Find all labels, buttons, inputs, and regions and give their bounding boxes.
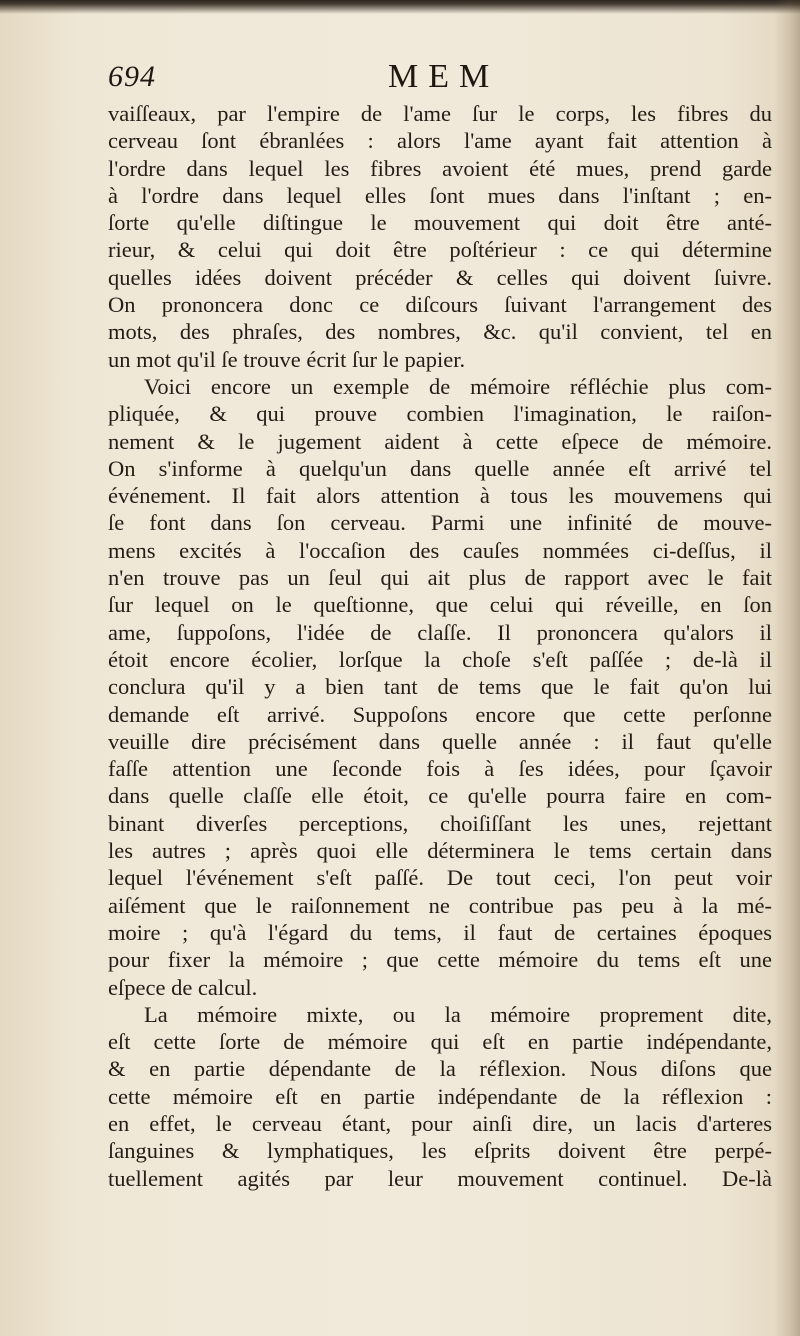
text-line: ſur lequel on le queſtionne, que celui qui réveille, en ſon xyxy=(108,592,772,618)
text-line: ſe font dans ſon cerveau. Parmi une infinité de mouve- xyxy=(108,510,772,536)
text-line: eſpece de calcul. xyxy=(108,974,258,1000)
text-line: quelles idées doivent précéder & celles qui doivent ſuivre. xyxy=(108,264,772,290)
text-line: dans quelle claſſe elle étoit, ce qu'elle pourra faire en com- xyxy=(108,783,772,809)
text-line: tuellement agités par leur mouvement continuel. De-là xyxy=(108,1165,772,1191)
page-right-edge xyxy=(774,0,800,1336)
text-line: binant diverſes perceptions, choiſiſſant les unes, rejettant xyxy=(108,810,772,836)
text-line: nement & le jugement aident à cette eſpece de mémoire. xyxy=(108,428,772,454)
text-line: événement. Il fait alors attention à tous les mouvemens qui xyxy=(108,483,772,509)
text-line: pliquée, & qui prouve combien l'imagination, le raiſon- xyxy=(108,401,772,427)
text-line: ſanguines & lymphatiques, les eſprits doivent être perpé- xyxy=(108,1138,772,1164)
text-line: eſt cette ſorte de mémoire qui eſt en partie indépendante, xyxy=(108,1029,772,1055)
running-head: MEM xyxy=(388,58,500,95)
page-number: 694 xyxy=(108,60,156,93)
text-line: mens excités à l'occaſion des cauſes nommées ci-deſſus, il xyxy=(108,537,772,563)
text-line: demande eſt arrivé. Suppoſons encore que cette perſonne xyxy=(108,701,772,727)
text-line: ſorte qu'elle diſtingue le mouvement qui doit être anté- xyxy=(108,210,772,236)
text-line: veuille dire précisément dans quelle année : il faut qu'elle xyxy=(108,728,772,754)
text-line: en effet, le cerveau étant, pour ainſi dire, un lacis d'arteres xyxy=(108,1110,772,1136)
text-line: rieur, & celui qui doit être poſtérieur : ce qui détermine xyxy=(108,237,772,263)
text-line: cerveau ſont ébranlées : alors l'ame ayant fait attention à xyxy=(108,128,772,154)
text-line: On s'informe à quelqu'un dans quelle année eſt arrivé tel xyxy=(108,455,772,481)
text-line: On prononcera donc ce diſcours ſuivant l'arrangement des xyxy=(108,292,772,318)
text-line: moire ; qu'à l'égard du tems, il faut de certaines époques xyxy=(108,919,772,945)
text-line: un mot qu'il ſe trouve écrit ſur le papier. xyxy=(108,346,466,372)
text-line: cette mémoire eſt en partie indépendante de la réflexion : xyxy=(108,1083,772,1109)
text-line: aiſément que le raiſonnement ne contribue pas peu à la mé- xyxy=(108,892,772,918)
text-line: étoit encore écolier, lorſque la choſe s'eſt paſſée ; de-là il xyxy=(108,646,772,672)
text-line: conclura qu'il y a bien tant de tems que le fait qu'on lui xyxy=(108,674,772,700)
text-line: La mémoire mixte, ou la mémoire proprement dite, xyxy=(144,1001,772,1027)
text-line: pour fixer la mémoire ; que cette mémoire du tems eſt une xyxy=(108,947,772,973)
text-line: ame, ſuppoſons, l'idée de claſſe. Il prononcera qu'alors il xyxy=(108,619,772,645)
text-line: & en partie dépendante de la réflexion. Nous diſons que xyxy=(108,1056,772,1082)
text-line: n'en trouve pas un ſeul qui ait plus de rapport avec le fait xyxy=(108,565,772,591)
text-line: à l'ordre dans lequel elles ſont mues dans l'inſtant ; en- xyxy=(108,182,772,208)
text-line: mots, des phraſes, des nombres, &c. qu'il convient, tel en xyxy=(108,319,772,345)
text-line: vaiſſeaux, par l'empire de l'ame ſur le corps, les fibres du xyxy=(108,101,772,126)
text-line: faſſe attention une ſeconde fois à ſes idées, pour ſçavoir xyxy=(108,756,772,782)
text-body xyxy=(108,100,772,1192)
text-line: lequel l'événement s'eſt paſſé. De tout ceci, l'on peut voir xyxy=(108,865,772,891)
text-line: Voici encore un exemple de mémoire réfléchie plus com- xyxy=(144,373,772,399)
page-top-edge xyxy=(0,0,800,14)
page-header xyxy=(108,58,780,98)
text-line: l'ordre dans lequel les fibres avoient été mues, prend garde xyxy=(108,155,772,181)
text-line: les autres ; après quoi elle déterminera le tems certain dans xyxy=(108,838,772,864)
